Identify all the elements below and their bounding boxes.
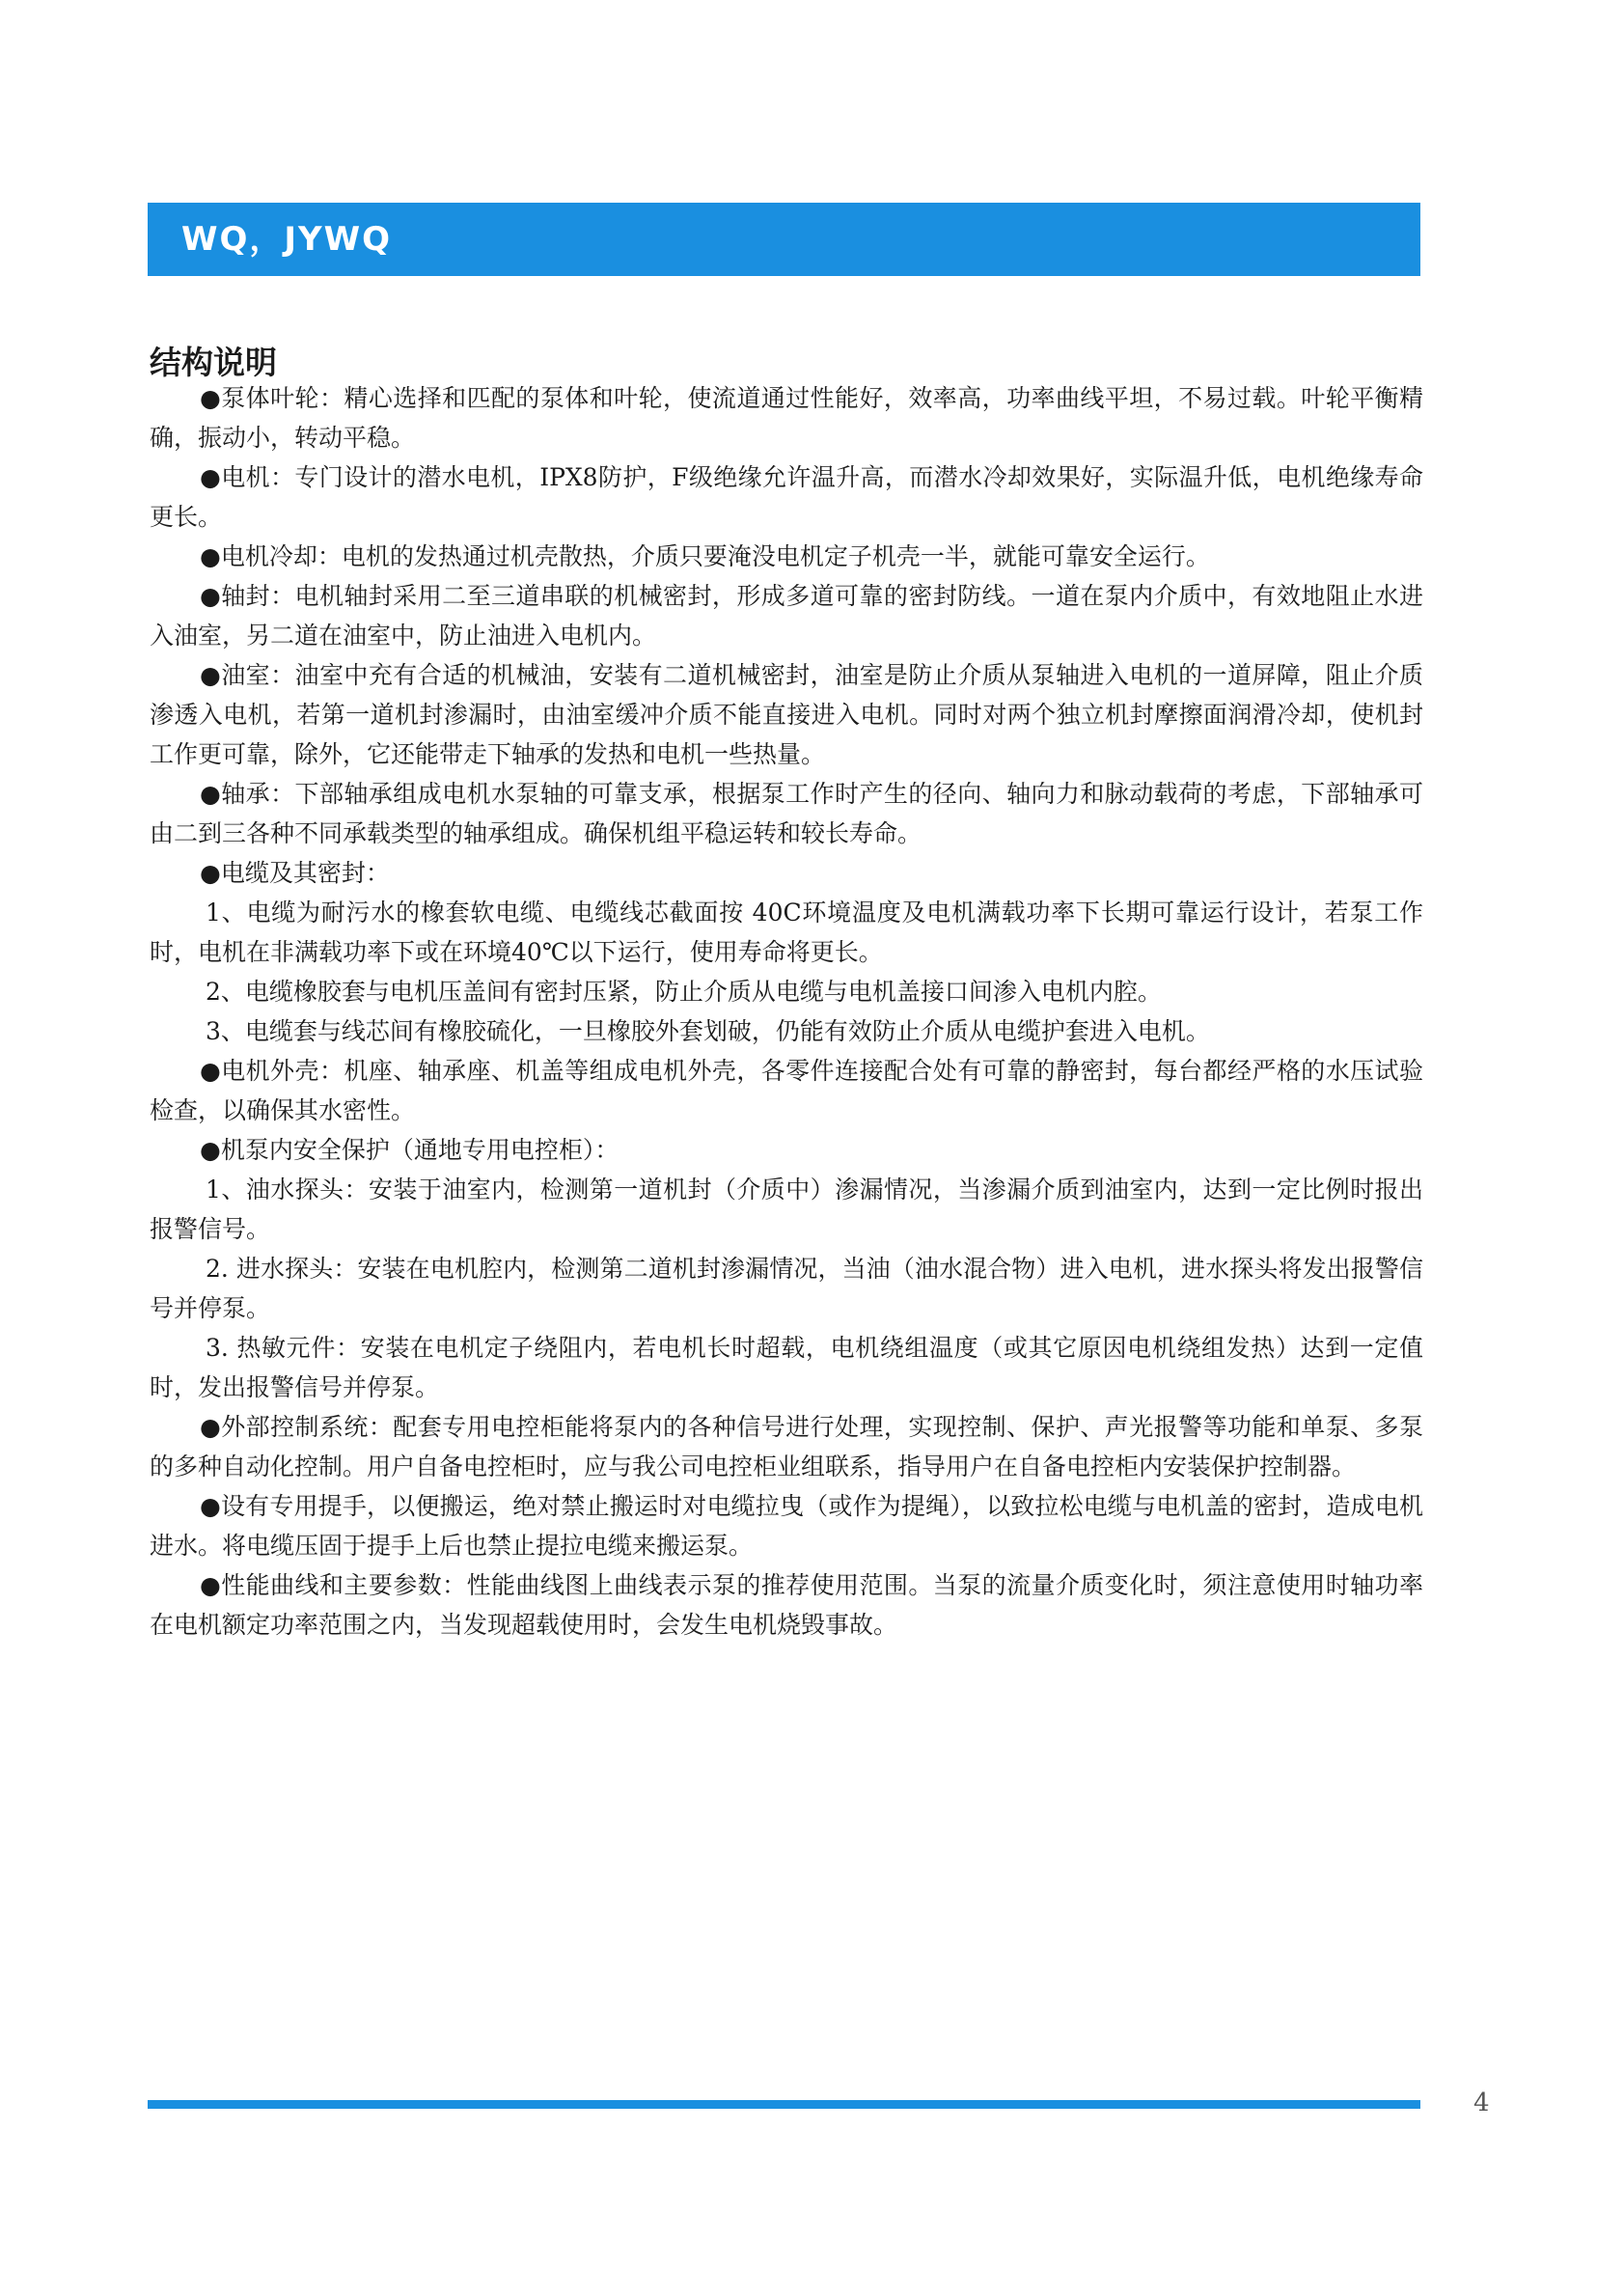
paragraph-bearing: ●轴承：下部轴承组成电机水泵轴的可靠支承，根据泵工作时产生的径向、轴向力和脉动载荷的考虑，下部轴承可由二到三各种不同承载类型的轴承组成。确保机组平稳运转和较长寿命。 <box>150 780 1423 847</box>
body-text <box>150 378 1423 1645</box>
paragraph-impeller: ●泵体叶轮：精心选择和匹配的泵体和叶轮，使流道通过性能好，效率高，功率曲线平坦，不易过载。叶轮平衡精确，振动小，转动平稳。 <box>150 384 1423 452</box>
page-number: 4 <box>1473 2089 1490 2117</box>
paragraph-protection-item-2: 2. 进水探头：安装在电机腔内，检测第二道机封渗漏情况，当油（油水混合物）进入电机，进水探头将发出报警信号并停泵。 <box>150 1255 1423 1322</box>
footer-rule <box>148 2100 1420 2109</box>
paragraph-cable-item-3: 3、电缆套与线芯间有橡胶硫化，一旦橡胶外套划破，仍能有效防止介质从电缆护套进入电机。 <box>206 1017 1210 1045</box>
header-bar <box>148 203 1420 276</box>
paragraph-cable-heading: ●电缆及其密封： <box>200 859 390 887</box>
section-heading: 结构说明 <box>150 344 277 381</box>
paragraph-shaft-seal: ●轴封：电机轴封采用二至三道串联的机械密封，形成多道可靠的密封防线。一道在泵内介质中，有效地阻止水进入油室，另二道在油室中，防止油进入电机内。 <box>150 582 1423 650</box>
paragraph-external-control: ●外部控制系统：配套专用电控柜能将泵内的各种信号进行处理，实现控制、保护、声光报警等功能和单泵、多泵的多种自动化控制。用户自备电控柜时，应与我公司电控柜业组联系，指导用户在自备电控柜内安装保护控制器。 <box>150 1413 1423 1480</box>
paragraph-performance-curve: ●性能曲线和主要参数：性能曲线图上曲线表示泵的推荐使用范围。当泵的流量介质变化时，须注意使用时轴功率在电机额定功率范围之内，当发现超载使用时，会发生电机烧毁事故。 <box>150 1571 1423 1639</box>
paragraph-cable-item-1: 1、电缆为耐污水的橡套软电缆、电缆线芯截面按 40C环境温度及电机满载功率下长期可靠运行设计，若泵工作时，电机在非满载功率下或在环境40℃以下运行，使用寿命将更长。 <box>150 899 1423 966</box>
paragraph-protection-item-1: 1、油水探头：安装于油室内，检测第一道机封（介质中）渗漏情况，当渗漏介质到油室内，达到一定比例时报出报警信号。 <box>150 1176 1423 1243</box>
paragraph-oil-chamber: ●油室：油室中充有合适的机械油，安装有二道机械密封，油室是防止介质从泵轴进入电机的一道屏障，阻止介质渗透入电机，若第一道机封渗漏时，由油室缓冲介质不能直接进入电机。同时对两个独立机封摩擦面润滑冷却，使机封工作更可靠，除外，它还能带走下轴承的发热和电机一些热量。 <box>150 661 1423 768</box>
paragraph-motor-cooling: ●电机冷却：电机的发热通过机壳散热，介质只要淹没电机定子机壳一半，就能可靠安全运行。 <box>200 542 1210 570</box>
header-title: WQ，JYWQ <box>181 220 393 259</box>
paragraph-motor: ●电机：专门设计的潜水电机，IPX8防护，F级绝缘允许温升高，而潜水冷却效果好，实际温升低，电机绝缘寿命更长。 <box>150 463 1423 531</box>
paragraph-protection-heading: ●机泵内安全保护（通地专用电控柜）： <box>200 1136 619 1164</box>
paragraph-motor-housing: ●电机外壳：机座、轴承座、机盖等组成电机外壳，各零件连接配合处有可靠的静密封，每台都经严格的水压试验检查，以确保其水密性。 <box>150 1057 1423 1124</box>
paragraph-protection-item-3: 3. 热敏元件：安装在电机定子绕阻内，若电机长时超载，电机绕组温度（或其它原因电机绕组发热）达到一定值时，发出报警信号并停泵。 <box>150 1334 1423 1401</box>
paragraph-cable-item-2: 2、电缆橡胶套与电机压盖间有密封压紧，防止介质从电缆与电机盖接口间渗入电机内腔。 <box>206 978 1162 1006</box>
paragraph-handle: ●设有专用提手，以便搬运，绝对禁止搬运时对电缆拉曳（或作为提绳），以致拉松电缆与电机盖的密封，造成电机进水。将电缆压固于提手上后也禁止提拉电缆来搬运泵。 <box>150 1492 1423 1560</box>
